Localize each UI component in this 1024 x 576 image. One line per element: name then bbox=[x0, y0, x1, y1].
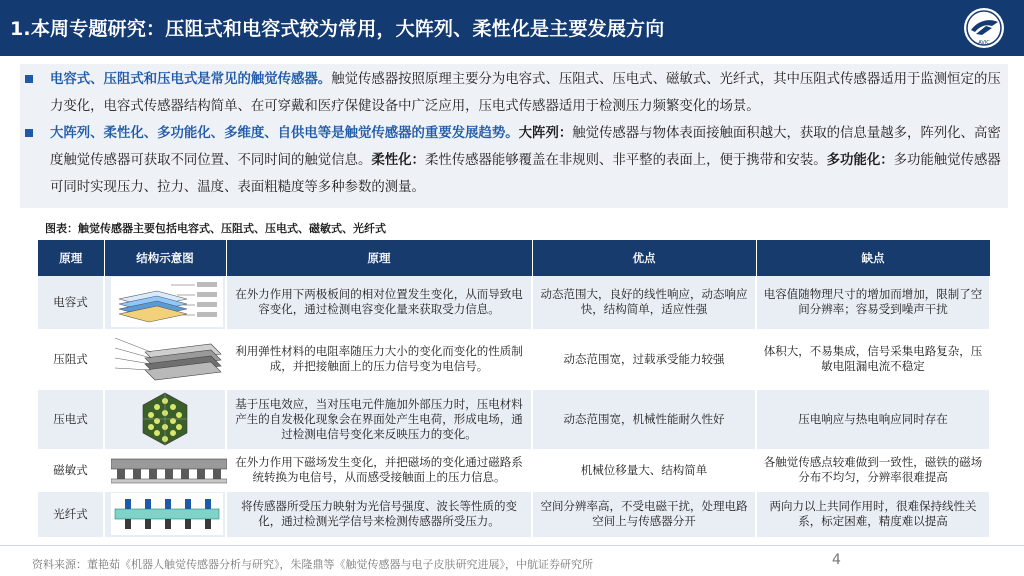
piezoresistive-structure-icon bbox=[111, 332, 223, 386]
bullet-2-label-array: 大阵列： bbox=[518, 126, 573, 141]
cell-principle: 在外力作用下两极板间的相对位置发生变化，从而导致电容变化，通过检测电容变化量来获取受力信息。 bbox=[226, 276, 532, 330]
cell-principle: 基于压电效应，当对压电元件施加外部压力时，压电材料产生的自发极化现象会在界面处产生电荷，形成电场，通过检测电信号变化来反映压力的变化。 bbox=[226, 388, 532, 450]
cell-cons: 两向力以上共同作用时，很难保持线性关系，标定困难，精度难以提高 bbox=[756, 490, 990, 538]
table-row bbox=[38, 388, 990, 450]
cell-cons: 压电响应与热电响应同时存在 bbox=[756, 388, 990, 450]
cell-diagram bbox=[104, 450, 226, 490]
cell-type: 压阻式 bbox=[38, 330, 104, 388]
header-principle: 原理 bbox=[226, 240, 532, 276]
logo-text: AVIC bbox=[978, 40, 990, 46]
header-pros: 优点 bbox=[532, 240, 756, 276]
cell-pros: 机械位移量大、结构简单 bbox=[532, 450, 756, 490]
cell-cons: 电容值随物理尺寸的增加而增加，限制了空间分辨率；容易受到噪声干扰 bbox=[756, 276, 990, 330]
bullet-1-body: 触觉传感器按照原理主要分为电容式、压阻式、压电式、磁敏式、光纤式，其中压阻式传感器适用于监测恒定的压力变化，电容式传感器结构简单、在可穿戴和医疗保健设备中广泛应用，压电式传感器适用于检测压力频繁变化的场景。 bbox=[50, 72, 1001, 114]
bullet-1-text bbox=[50, 66, 1002, 120]
bullet-2-label-multifunction: 多功能化： bbox=[826, 153, 894, 168]
page-number: 4 bbox=[832, 552, 841, 568]
table-header-row bbox=[38, 240, 990, 276]
avic-logo-icon bbox=[962, 6, 1006, 50]
figure-caption: 图表：触觉传感器主要包括电容式、压阻式、压电式、磁敏式、光纤式 bbox=[45, 222, 386, 235]
footer-divider bbox=[0, 545, 1024, 546]
table-row bbox=[38, 450, 990, 490]
summary-panel bbox=[20, 64, 1008, 208]
cell-pros: 空间分辨率高，不受电磁干扰，处理电路空间上与传感器分开 bbox=[532, 490, 756, 538]
header-type: 原理 bbox=[38, 240, 104, 276]
bullet-2-label-flexible: 柔性化： bbox=[371, 153, 425, 168]
source-note: 资料来源：董艳茹《机器人触觉传感器分析与研究》，朱隆鼎等《触觉传感器与电子皮肤研究进展》，中航证券研究所 bbox=[32, 558, 593, 571]
cell-diagram bbox=[104, 490, 226, 538]
header-cons: 缺点 bbox=[756, 240, 990, 276]
cell-pros: 动态范围大，良好的线性响应，动态响应快，结构简单，适应性强 bbox=[532, 276, 756, 330]
cell-type: 压电式 bbox=[38, 388, 104, 450]
bullet-2-highlight: 大阵列、柔性化、多功能化、多维度、自供电等是触觉传感器的重要发展趋势。 bbox=[50, 126, 519, 141]
bullet-1-highlight: 电容式、压阻式和压电式是常见的触觉传感器。 bbox=[50, 72, 332, 87]
cell-type: 磁敏式 bbox=[38, 450, 104, 490]
header-diagram: 结构示意图 bbox=[104, 240, 226, 276]
bullet-2-text bbox=[50, 120, 1002, 201]
cell-cons: 体积大，不易集成，信号采集电路复杂，压敏电阻漏电流不稳定 bbox=[756, 330, 990, 388]
bullet-2-seg1: 触觉传感器与物体表面接触面积越大，获取的信息量越多，阵列化、高密度触觉传感器可获取不同位置、不同时间的触觉信息。 bbox=[50, 126, 1001, 168]
cell-principle: 利用弹性材料的电阻率随压力大小的变化而变化的性质制成，并把接触面上的压力信号变为电信号。 bbox=[226, 330, 532, 388]
table-row bbox=[38, 490, 990, 538]
cell-diagram bbox=[104, 388, 226, 450]
page-title: 1.本周专题研究：压阻式和电容式较为常用，大阵列、柔性化是主要发展方向 bbox=[10, 18, 665, 40]
cell-principle: 将传感器所受压力映射为光信号强度、波长等性质的变化，通过检测光学信号来检测传感器所受压力。 bbox=[226, 490, 532, 538]
cell-diagram bbox=[104, 276, 226, 330]
bullet-square-icon bbox=[25, 75, 33, 83]
cell-pros: 动态范围宽，机械性能耐久性好 bbox=[532, 388, 756, 450]
title-bar bbox=[0, 0, 1024, 56]
cell-pros: 动态范围宽，过载承受能力较强 bbox=[532, 330, 756, 388]
cell-diagram bbox=[104, 330, 226, 388]
table-row bbox=[38, 330, 990, 388]
capacitive-structure-icon bbox=[111, 277, 223, 327]
bullet-square-icon bbox=[25, 129, 33, 137]
bullet-2-seg3: 多功能触觉传感器可同时实现压力、拉力、温度、表面粗糙度等多种参数的测量。 bbox=[50, 153, 1001, 195]
cell-type: 光纤式 bbox=[38, 490, 104, 538]
cell-principle: 在外力作用下磁场发生变化，并把磁场的变化通过磁路系统转换为电信号，从而感受接触面上的压力信息。 bbox=[226, 450, 532, 490]
cell-type: 电容式 bbox=[38, 276, 104, 330]
cell-cons: 各触觉传感点较难做到一致性，磁铁的磁场分布不均匀，分辨率很难提高 bbox=[756, 450, 990, 490]
magnetic-structure-icon bbox=[111, 455, 227, 485]
piezoelectric-structure-icon bbox=[137, 391, 193, 447]
bullet-2-seg2: 柔性传感器能够覆盖在非规则、非平整的表面上，便于携带和安装。 bbox=[424, 153, 827, 168]
table-row bbox=[38, 276, 990, 330]
optical-fiber-structure-icon bbox=[111, 493, 223, 535]
sensor-comparison-table bbox=[38, 240, 991, 540]
